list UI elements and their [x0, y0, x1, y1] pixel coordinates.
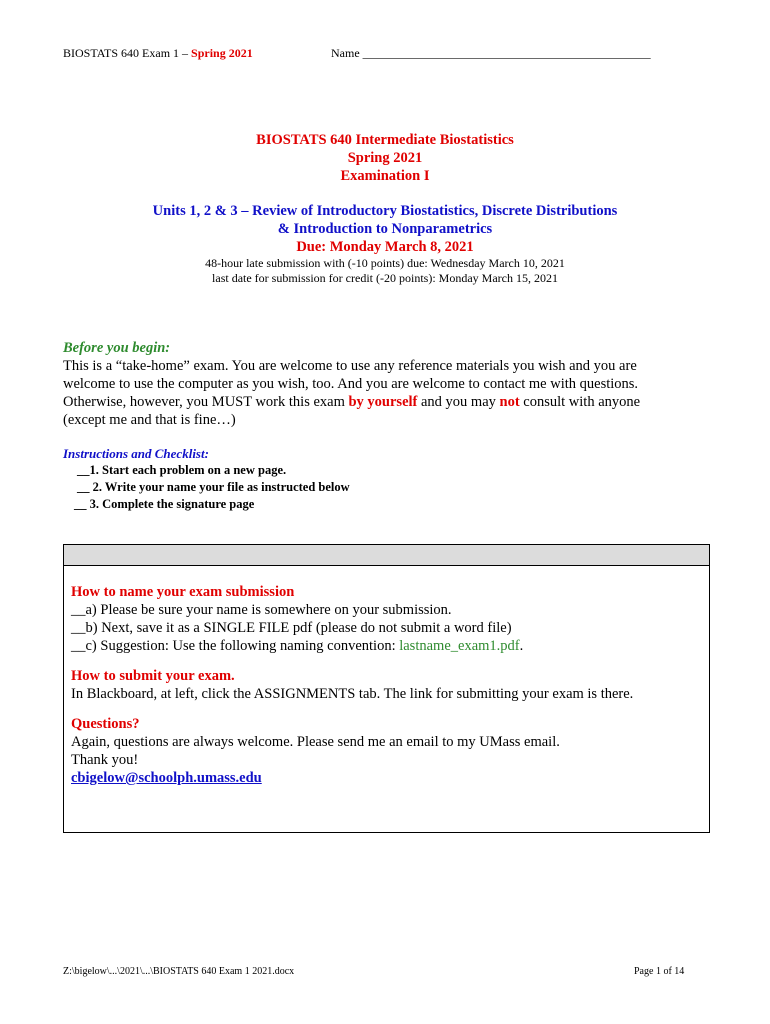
- submission-info-box: [63, 544, 710, 833]
- before-you-begin: [63, 339, 713, 429]
- instructions-heading: Instructions and Checklist:: [63, 446, 209, 461]
- checklist-item: __ 2. Write your name your file as instructed below: [77, 480, 350, 494]
- email-link[interactable]: cbigelow@schoolph.umass.edu: [71, 770, 262, 786]
- questions-text: Again, questions are always welcome. Please send me an email to my UMass email.: [71, 734, 560, 750]
- instructions: [63, 445, 713, 513]
- by-yourself-emphasis: by yourself: [348, 394, 418, 410]
- not-emphasis: not: [499, 394, 520, 410]
- submit-text: In Blackboard, at left, click the ASSIGNMENTS tab. The link for submitting your exam is there.: [71, 686, 634, 702]
- due-date: Due: Monday March 8, 2021: [296, 239, 474, 255]
- units-block: [0, 202, 770, 238]
- thanks-text: Thank you!: [71, 752, 139, 768]
- naming-step-a: __a) Please be sure your name is somewhere on your submission.: [71, 602, 452, 618]
- footer-file-path: Z:\bigelow\...\2021\...\BIOSTATS 640 Exam 1 2021.docx: [63, 966, 295, 977]
- footer-page-number: Page 1 of 14: [634, 966, 685, 977]
- running-header: [63, 46, 253, 61]
- term-title: Spring 2021: [347, 150, 423, 166]
- name-line: Name ________________________________________________: [331, 46, 651, 60]
- title-block: [0, 131, 770, 185]
- course-title: BIOSTATS 640 Intermediate Biostatistics: [256, 132, 514, 148]
- naming-heading: How to name your exam submission: [71, 584, 295, 600]
- late-submission-1: 48-hour late submission with (-10 points) due: Wednesday March 10, 2021: [205, 256, 565, 270]
- header-term: Spring 2021: [191, 46, 253, 60]
- file-name-example: lastname_exam1.pdf: [399, 638, 520, 654]
- before-line-3: Otherwise, however, you MUST work this exam by yourself and you may not consult with anyone: [63, 394, 641, 410]
- naming-step-c: __c) Suggestion: Use the following naming convention: lastname_exam1.pdf.: [71, 638, 524, 654]
- before-line-4: (except me and that is fine…): [63, 412, 236, 428]
- submit-heading: How to submit your exam.: [71, 668, 235, 684]
- questions-heading: Questions?: [71, 716, 140, 732]
- naming-step-b: __b) Next, save it as a SINGLE FILE pdf (please do not submit a word file): [71, 620, 512, 636]
- box-header-bar: [64, 545, 709, 566]
- before-line-1: This is a “take-home” exam. You are welcome to use any reference materials you wish and you are: [63, 358, 637, 374]
- late-submission-2: last date for submission for credit (-20 points): Monday March 15, 2021: [212, 271, 558, 285]
- box-content: [71, 583, 701, 787]
- units-line-1: Units 1, 2 & 3 – Review of Introductory Biostatistics, Discrete Distributions: [152, 203, 618, 219]
- before-heading: Before you begin:: [63, 340, 171, 356]
- late-submission-block: [0, 256, 770, 286]
- header-course-exam: BIOSTATS 640 Exam 1 –: [63, 46, 192, 60]
- units-line-2: & Introduction to Nonparametrics: [277, 221, 493, 237]
- checklist-item: __ 3. Complete the signature page: [74, 497, 255, 511]
- checklist-item: __1. Start each problem on a new page.: [77, 463, 287, 477]
- before-line-2: welcome to use the computer as you wish, too. And you are welcome to contact me with questions.: [63, 376, 639, 392]
- exam-title: Examination I: [340, 168, 430, 184]
